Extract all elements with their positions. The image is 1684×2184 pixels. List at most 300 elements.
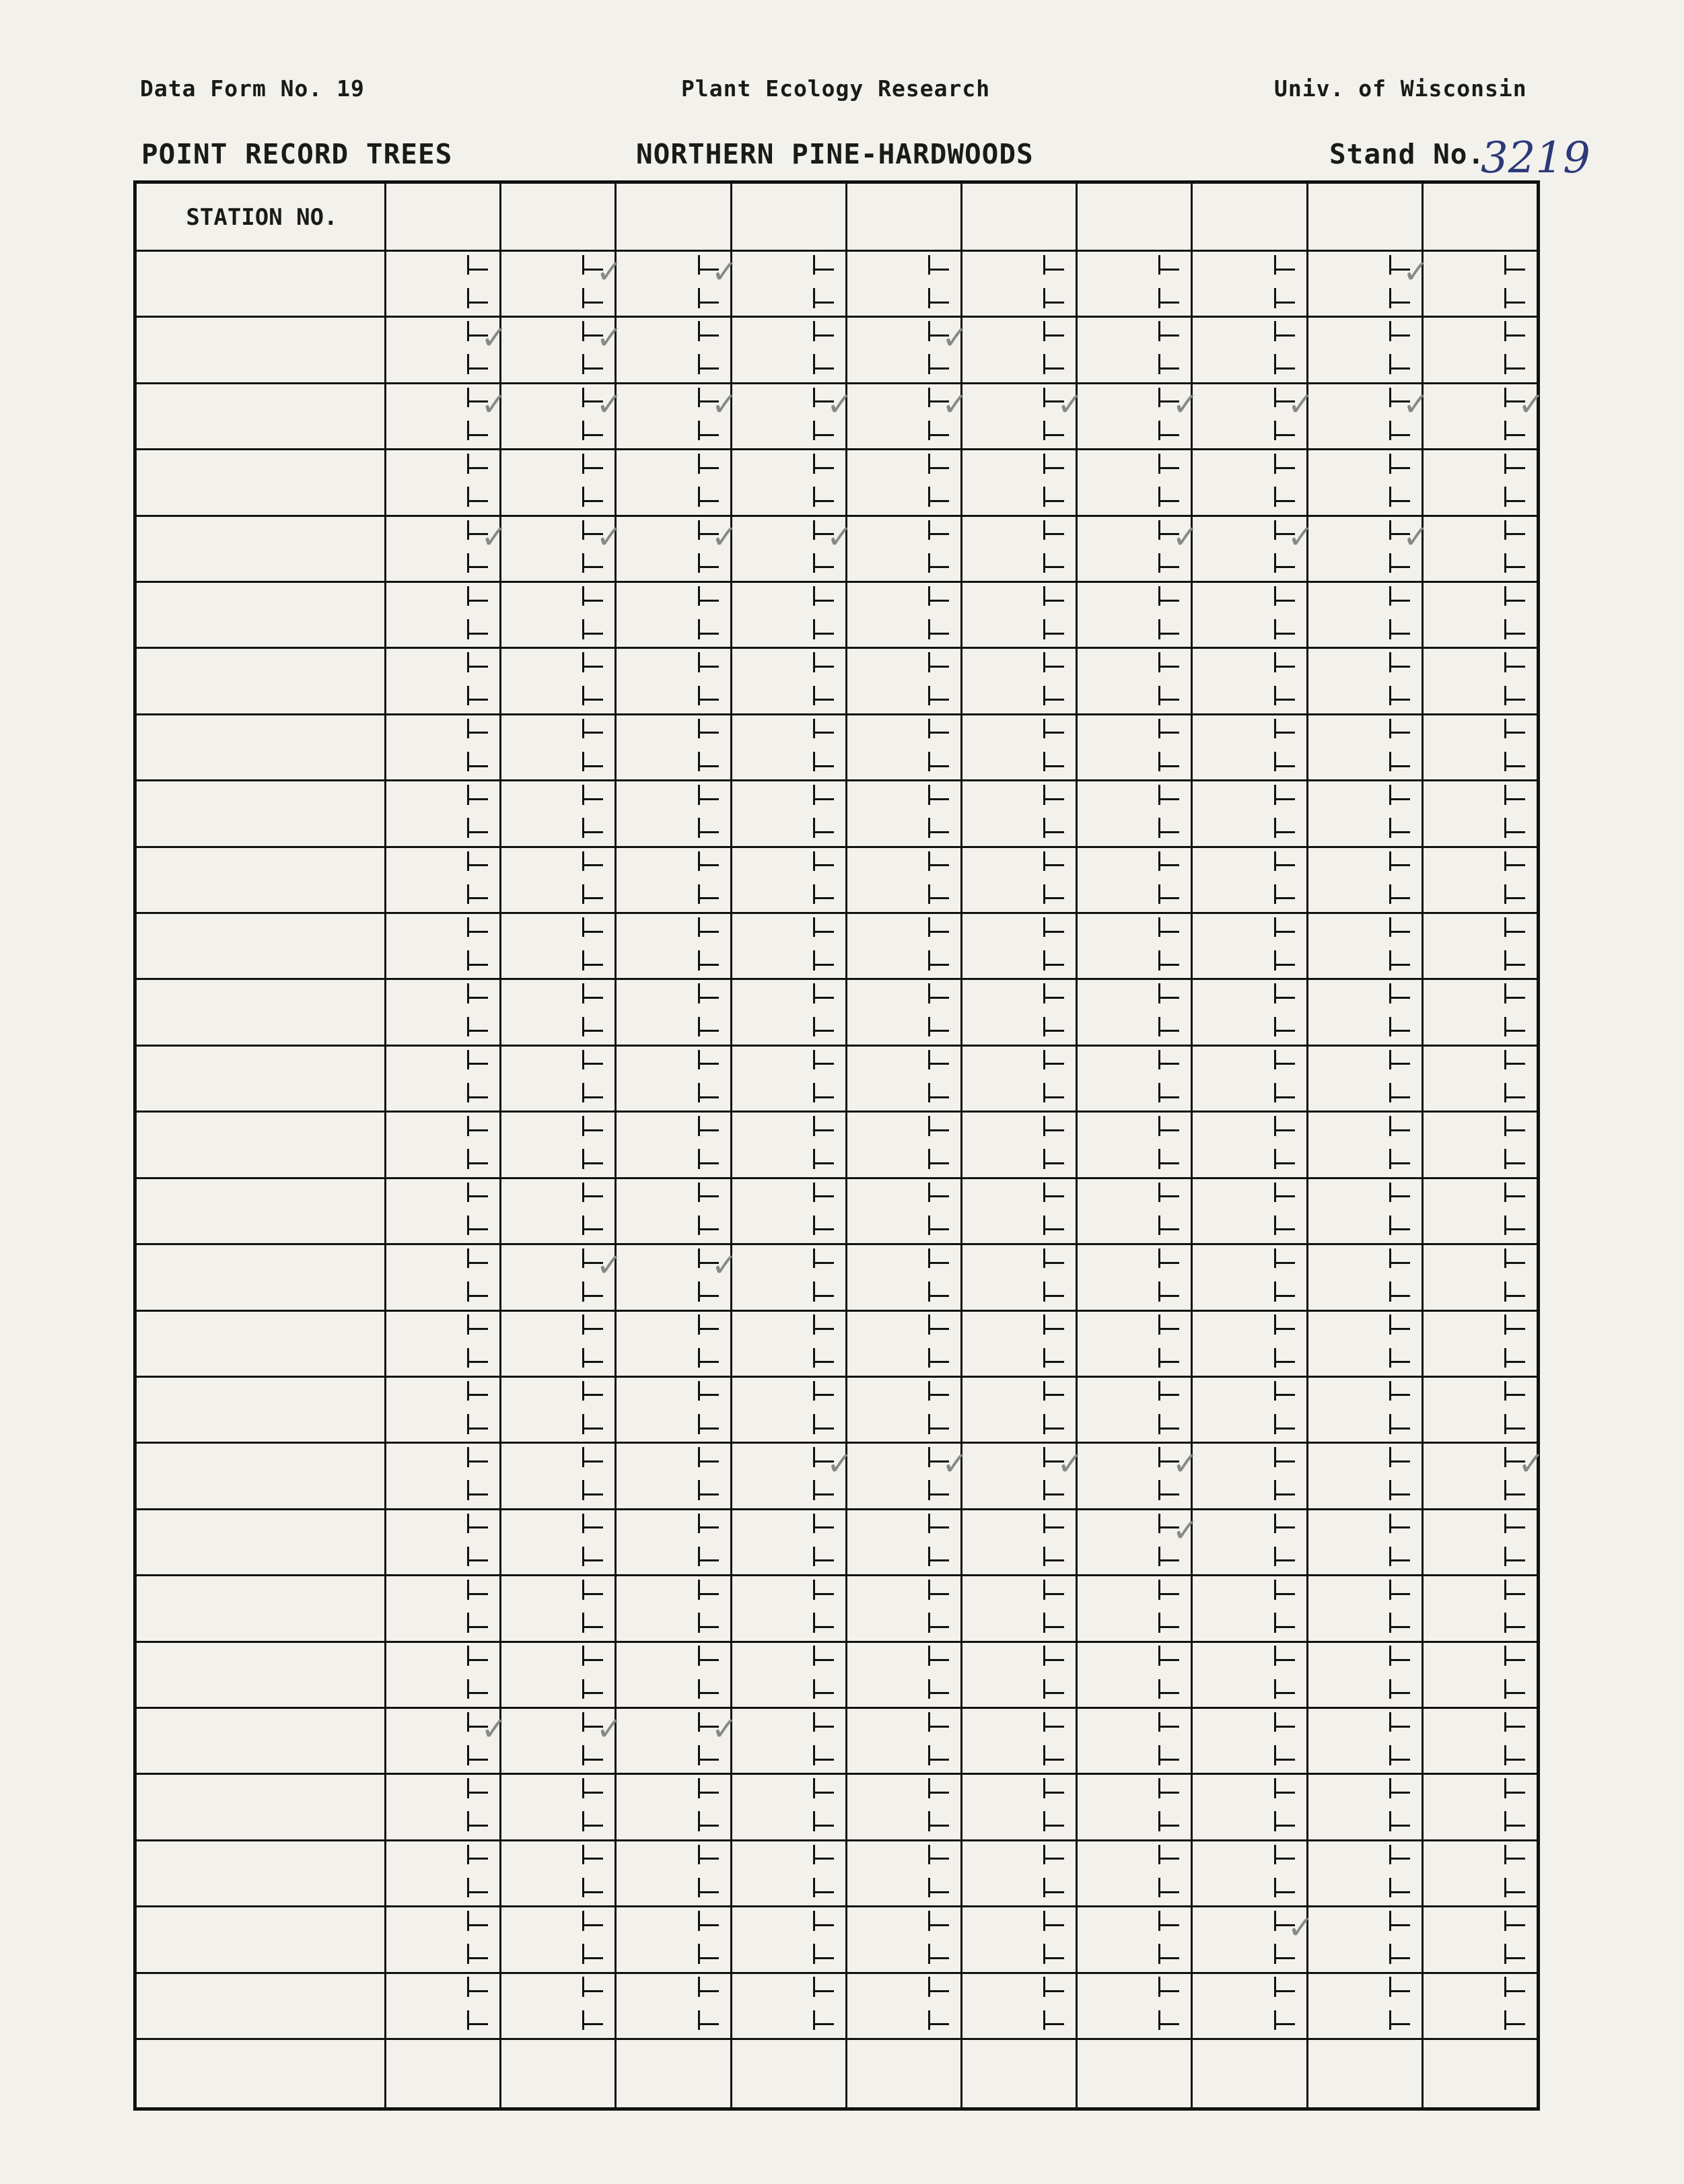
tick-line (928, 1050, 930, 1070)
tick-mark (930, 600, 949, 602)
tick-mark (1160, 1361, 1179, 1363)
tick-mark (1506, 334, 1525, 337)
tick-line (582, 983, 584, 1003)
tick-mark (1160, 1063, 1179, 1065)
tick-line (1274, 487, 1276, 507)
tick-mark (1045, 1428, 1064, 1430)
tick-line (1274, 851, 1276, 872)
tick-mark (1506, 1295, 1525, 1297)
tick-line (1389, 255, 1391, 275)
tick-mark (930, 964, 949, 966)
tick-line (582, 917, 584, 938)
tick-line (1158, 851, 1160, 872)
tick-mark (1276, 600, 1295, 602)
tick-line (698, 1646, 700, 1666)
tick-mark (1045, 1593, 1064, 1595)
tick-mark (1391, 699, 1410, 701)
row-divider (137, 2038, 1537, 2040)
tick-mark (1506, 798, 1525, 800)
tick-line (582, 1911, 584, 1931)
tick-mark (584, 1493, 603, 1495)
tick-mark (469, 1295, 488, 1297)
tick-mark (815, 1493, 834, 1495)
tick-line (1389, 686, 1391, 706)
tick-line (698, 1017, 700, 1037)
tick-line (1043, 1050, 1045, 1070)
tick-mark (1391, 367, 1410, 369)
tick-line (467, 884, 469, 905)
tick-mark (1391, 1990, 1410, 1992)
tick-line (582, 1778, 584, 1798)
tick-line (698, 354, 700, 374)
tick-line (1158, 388, 1160, 408)
tick-mark (1391, 864, 1410, 866)
tick-line (1043, 619, 1045, 639)
tick-mark (700, 831, 719, 833)
tick-mark (1160, 1394, 1179, 1396)
tick-line (1274, 1381, 1276, 1401)
tick-mark (700, 964, 719, 966)
tick-mark (1391, 434, 1410, 436)
tick-mark (1160, 2023, 1179, 2025)
tick-mark (584, 467, 603, 469)
tick-line (813, 321, 815, 341)
tick-line (1504, 1314, 1506, 1335)
tick-line (813, 1679, 815, 1699)
tick-line (467, 752, 469, 772)
tick-line (1389, 1514, 1391, 1534)
tick-line (1158, 1381, 1160, 1401)
tick-mark (815, 434, 834, 436)
tick-line (698, 1216, 700, 1236)
tick-mark (1391, 1195, 1410, 1197)
tick-line (1389, 2010, 1391, 2031)
tick-mark (1506, 864, 1525, 866)
tick-line (1389, 983, 1391, 1003)
tick-mark (584, 1361, 603, 1363)
tick-line (1389, 1944, 1391, 1964)
tick-mark (815, 500, 834, 502)
tick-line (1043, 454, 1045, 474)
tick-line (582, 1878, 584, 1898)
tick-line (1389, 1646, 1391, 1666)
tick-line (1158, 321, 1160, 341)
tick-line (813, 1845, 815, 1865)
tick-line (1158, 1547, 1160, 1567)
tick-mark (1045, 1129, 1064, 1131)
tick-mark (584, 1792, 603, 1794)
tick-line (1274, 586, 1276, 606)
tick-line (1274, 520, 1276, 540)
tick-mark (1160, 302, 1179, 304)
tick-mark (1391, 1825, 1410, 1827)
tick-mark (700, 699, 719, 701)
tick-line (1158, 1778, 1160, 1798)
tick-mark (469, 1559, 488, 1561)
tick-line (1158, 1183, 1160, 1203)
tick-mark (1045, 1228, 1064, 1230)
tick-line (1389, 1845, 1391, 1865)
row-divider (137, 1972, 1537, 1974)
tick-line (1504, 1183, 1506, 1203)
tick-mark (930, 1428, 949, 1430)
tick-line (1158, 288, 1160, 308)
tick-mark (700, 1228, 719, 1230)
tick-mark (700, 1759, 719, 1761)
tick-line (928, 1977, 930, 1997)
tick-line (582, 1381, 584, 1401)
tick-line (1043, 917, 1045, 938)
tick-line (1504, 1712, 1506, 1732)
tick-line (1043, 1083, 1045, 1103)
tick-mark (700, 1626, 719, 1628)
tick-mark (1506, 1990, 1525, 1992)
tick-line (813, 553, 815, 573)
tick-line (1043, 1977, 1045, 1997)
tick-line (928, 1281, 930, 1302)
stand-number: 3219 (1481, 133, 1590, 183)
tick-line (928, 1679, 930, 1699)
tick-mark (1160, 566, 1179, 568)
tick-line (813, 1811, 815, 1831)
tick-line (582, 884, 584, 905)
tick-mark (584, 1559, 603, 1561)
tick-mark (1160, 1858, 1179, 1860)
station-column-divider (1076, 184, 1078, 2107)
tick-line (467, 785, 469, 805)
tick-line (813, 1712, 815, 1732)
tick-line (1158, 917, 1160, 938)
tick-line (813, 851, 815, 872)
tick-line (1043, 1944, 1045, 1964)
tick-line (1389, 1977, 1391, 1997)
tick-mark (1160, 798, 1179, 800)
tick-line (813, 255, 815, 275)
tick-line (698, 1480, 700, 1500)
tick-line (813, 1017, 815, 1037)
station-column-divider (499, 184, 501, 2107)
tick-line (1274, 288, 1276, 308)
tick-line (467, 1845, 469, 1865)
tick-line (1043, 1547, 1045, 1567)
tick-mark (1276, 1692, 1295, 1694)
tick-mark (930, 1295, 949, 1297)
tick-mark (815, 1726, 834, 1728)
tick-line (582, 354, 584, 374)
tick-line (928, 1580, 930, 1600)
tick-line (1274, 1183, 1276, 1203)
tick-line (813, 1183, 815, 1203)
tick-line (1274, 1845, 1276, 1865)
tick-mark (1045, 1030, 1064, 1032)
tick-mark (815, 1063, 834, 1065)
tick-line (582, 1944, 584, 1964)
tick-mark (584, 1526, 603, 1528)
tick-line (698, 686, 700, 706)
tick-line (1274, 1414, 1276, 1434)
tick-line (1389, 1480, 1391, 1500)
tick-mark (815, 367, 834, 369)
tick-line (928, 1613, 930, 1633)
tick-mark (1391, 997, 1410, 999)
tick-line (1158, 1646, 1160, 1666)
tick-mark (930, 1792, 949, 1794)
tick-mark (700, 798, 719, 800)
tick-mark (1506, 1726, 1525, 1728)
tick-mark (1160, 964, 1179, 966)
tick-line (1274, 1944, 1276, 1964)
tick-mark (1045, 798, 1064, 800)
tick-mark (1160, 732, 1179, 734)
tick-line (582, 454, 584, 474)
tick-mark (1391, 1626, 1410, 1628)
tick-line (1504, 818, 1506, 838)
tick-line (698, 1580, 700, 1600)
tick-line (813, 1281, 815, 1302)
tick-line (1158, 1447, 1160, 1467)
tick-line (582, 288, 584, 308)
tick-mark (469, 302, 488, 304)
tick-line (1158, 1878, 1160, 1898)
tick-line (1504, 1281, 1506, 1302)
check-mark: ✓ (1518, 385, 1545, 423)
tick-mark (815, 931, 834, 933)
tick-mark (815, 1692, 834, 1694)
tick-line (1158, 520, 1160, 540)
tick-mark (1276, 1195, 1295, 1197)
tick-mark (1506, 831, 1525, 833)
tick-line (582, 686, 584, 706)
tick-line (1043, 1811, 1045, 1831)
row-divider (137, 1045, 1537, 1047)
tick-mark (1160, 1228, 1179, 1230)
tick-mark (584, 1990, 603, 1992)
tick-line (813, 2010, 815, 2031)
check-mark: ✓ (1057, 1445, 1084, 1483)
tick-mark (1506, 600, 1525, 602)
tick-line (698, 321, 700, 341)
tick-mark (815, 666, 834, 668)
tick-mark (1160, 666, 1179, 668)
check-mark: ✓ (481, 385, 508, 423)
tick-mark (1160, 1030, 1179, 1032)
tick-mark (1391, 1493, 1410, 1495)
row-divider (137, 1177, 1537, 1179)
tick-line (467, 421, 469, 441)
tick-line (698, 785, 700, 805)
tick-line (1389, 1381, 1391, 1401)
tick-line (1158, 983, 1160, 1003)
tick-line (582, 255, 584, 275)
tick-line (1389, 785, 1391, 805)
tick-mark (1506, 897, 1525, 899)
tick-line (1158, 1480, 1160, 1500)
tick-mark (1276, 334, 1295, 337)
tick-line (813, 1414, 815, 1434)
row-divider (137, 1243, 1537, 1245)
tick-mark (930, 699, 949, 701)
tick-line (467, 1183, 469, 1203)
tick-mark (1160, 1295, 1179, 1297)
tick-mark (469, 1063, 488, 1065)
tick-mark (700, 1460, 719, 1463)
tick-line (467, 1447, 469, 1467)
tick-mark (469, 269, 488, 271)
tick-line (467, 1679, 469, 1699)
tick-mark (1160, 1825, 1179, 1827)
tick-mark (1391, 1030, 1410, 1032)
check-mark: ✓ (942, 319, 969, 357)
tick-mark (584, 831, 603, 833)
tick-line (1158, 487, 1160, 507)
tick-mark (930, 633, 949, 635)
station-column-divider (615, 184, 617, 2107)
tick-line (1043, 785, 1045, 805)
tick-mark (1276, 1428, 1295, 1430)
tick-mark (700, 666, 719, 668)
tick-mark (1276, 269, 1295, 271)
tick-mark (1391, 1924, 1410, 1926)
tick-line (928, 719, 930, 739)
tick-line (582, 553, 584, 573)
tick-mark (1045, 500, 1064, 502)
tick-line (813, 520, 815, 540)
tick-mark (815, 1891, 834, 1893)
tick-mark (584, 1328, 603, 1330)
tick-mark (815, 1030, 834, 1032)
check-mark: ✓ (481, 319, 508, 357)
tick-mark (1506, 1129, 1525, 1131)
tick-line (698, 388, 700, 408)
tick-mark (1391, 1858, 1410, 1860)
tick-mark (1160, 1328, 1179, 1330)
check-mark: ✓ (481, 1710, 508, 1748)
tick-mark (1276, 1460, 1295, 1463)
tick-line (1504, 1547, 1506, 1567)
tick-mark (1276, 1792, 1295, 1794)
tick-mark (1160, 897, 1179, 899)
tick-line (1274, 1281, 1276, 1302)
tick-line (698, 1712, 700, 1732)
check-mark: ✓ (1287, 385, 1314, 423)
tick-mark (815, 1593, 834, 1595)
tick-line (1389, 619, 1391, 639)
tick-mark (815, 1559, 834, 1561)
tick-line (1158, 818, 1160, 838)
tick-line (698, 1811, 700, 1831)
tick-mark (1391, 1129, 1410, 1131)
tick-line (1504, 1017, 1506, 1037)
tick-line (813, 1348, 815, 1368)
tick-line (698, 652, 700, 672)
tick-line (467, 1480, 469, 1500)
tick-line (1504, 1216, 1506, 1236)
tick-line (467, 487, 469, 507)
tick-mark (815, 1626, 834, 1628)
tick-mark (700, 1559, 719, 1561)
tick-line (582, 1745, 584, 1765)
tick-line (1504, 719, 1506, 739)
tick-mark (1045, 931, 1064, 933)
forest-type: NORTHERN PINE-HARDWOODS (636, 138, 1034, 170)
tick-line (1158, 454, 1160, 474)
tick-line (1504, 454, 1506, 474)
tick-line (467, 2010, 469, 2031)
tick-line (1158, 1149, 1160, 1169)
tick-line (582, 619, 584, 639)
tick-line (698, 1314, 700, 1335)
tick-line (1274, 354, 1276, 374)
tick-mark (469, 1526, 488, 1528)
tick-line (1274, 1878, 1276, 1898)
tick-line (813, 950, 815, 971)
tick-mark (930, 302, 949, 304)
tick-line (467, 1050, 469, 1070)
tick-line (698, 818, 700, 838)
tick-line (1274, 454, 1276, 474)
tick-line (813, 1381, 815, 1401)
tick-mark (1391, 633, 1410, 635)
row-divider (137, 912, 1537, 914)
tick-mark (1160, 1891, 1179, 1893)
tick-mark (1391, 1328, 1410, 1330)
tick-line (1158, 1811, 1160, 1831)
tick-line (1504, 1911, 1506, 1931)
tick-mark (1160, 1726, 1179, 1728)
tick-mark (1045, 765, 1064, 767)
tick-mark (469, 931, 488, 933)
row-divider (137, 1905, 1537, 1907)
tick-line (928, 1646, 930, 1666)
tick-line (1158, 1348, 1160, 1368)
tick-line (928, 354, 930, 374)
tick-line (928, 454, 930, 474)
tick-line (813, 1216, 815, 1236)
tick-mark (584, 964, 603, 966)
tick-mark (930, 1726, 949, 1728)
tick-line (582, 2010, 584, 2031)
tick-mark (1045, 1361, 1064, 1363)
tick-line (467, 553, 469, 573)
station-header: STATION NO. (186, 204, 338, 231)
tick-mark (1276, 1361, 1295, 1363)
tick-line (698, 1348, 700, 1368)
tick-line (698, 1281, 700, 1302)
tick-line (1504, 1679, 1506, 1699)
tick-line (1274, 1314, 1276, 1335)
tick-line (1043, 1712, 1045, 1732)
tick-line (1158, 719, 1160, 739)
tick-line (1158, 1248, 1160, 1269)
tick-mark (1276, 699, 1295, 701)
tick-line (1043, 421, 1045, 441)
tick-line (1389, 1248, 1391, 1269)
tick-line (1158, 553, 1160, 573)
tick-mark (1160, 699, 1179, 701)
tick-mark (700, 1428, 719, 1430)
tick-mark (815, 1924, 834, 1926)
tick-line (1504, 1480, 1506, 1500)
tick-mark (930, 897, 949, 899)
tick-line (698, 1514, 700, 1534)
tick-line (928, 1811, 930, 1831)
tick-mark (1391, 2023, 1410, 2025)
tick-line (467, 1646, 469, 1666)
tick-line (1274, 652, 1276, 672)
tick-mark (1160, 334, 1179, 337)
check-mark: ✓ (1518, 1445, 1545, 1483)
tick-line (467, 1977, 469, 1997)
